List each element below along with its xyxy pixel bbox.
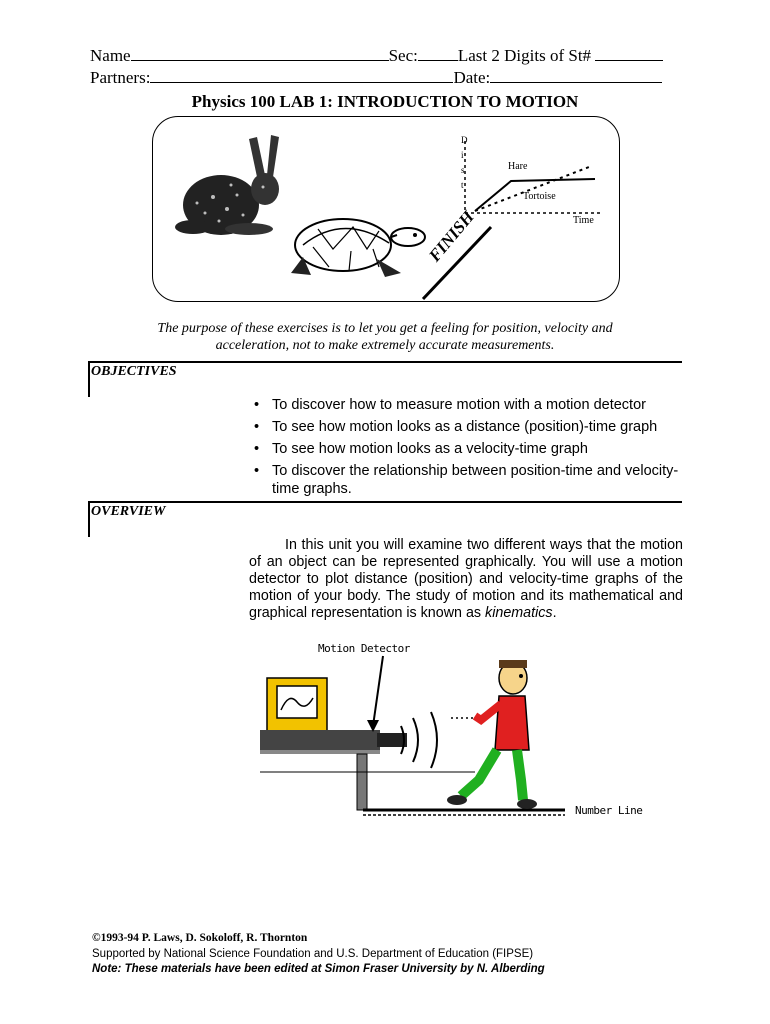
overview-divider (88, 501, 90, 537)
objectives-list (250, 396, 690, 502)
motion-detector-figure (255, 640, 675, 830)
overview-paragraph: In this unit you will examine two different ways that the motion of an object can be represented graphically. You will use a motion detector to plot distance (position) and velocity-time graphs of the motion of your body. The study of motion and its mathematical and graphical representation is known as kinematics. (249, 537, 683, 621)
edit-note: Note: These materials have been edited at Simon Fraser University by N. Alberding (92, 963, 545, 975)
date-field[interactable] (490, 68, 662, 83)
list-item: • To see how motion looks as a velocity-time graph (254, 441, 588, 457)
sec-label: Sec: (388, 46, 418, 65)
distance-time-graph (465, 141, 603, 213)
list-item: • To discover the relationship between position-time and velocity-time graphs. (254, 463, 679, 497)
digits-field[interactable] (595, 46, 663, 61)
partners-label: Partners: (90, 68, 151, 87)
funding-note: Supported by National Science Foundation and U.S. Department of Education (FIPSE) (92, 948, 534, 960)
hero-illustration (152, 116, 620, 302)
partners-row (90, 68, 662, 88)
detector-device (377, 733, 407, 747)
hare-image (175, 135, 279, 235)
walking-person-image (447, 660, 537, 809)
list-item: • To discover how to measure motion with a motion detector (254, 397, 646, 413)
hare-label: Hare (508, 161, 528, 172)
name-label: Name (90, 46, 131, 65)
objectives-heading: OBJECTIVES (91, 364, 177, 379)
name-row (90, 46, 663, 66)
list-item: • To see how motion looks as a distance (position)-time graph (254, 419, 658, 435)
date-label: Date: (453, 68, 491, 87)
overview-heading: OVERVIEW (91, 504, 166, 519)
digits-label: Last 2 Digits of St# (457, 46, 592, 65)
tortoise-image (291, 219, 425, 277)
graph-x-axis-label: Time (573, 215, 594, 226)
graph-y-axis-label: D i s t (461, 135, 468, 190)
purpose-line-2: acceleration, not to make extremely accurate measurements. (215, 338, 555, 353)
page-title: Physics 100 LAB 1: INTRODUCTION TO MOTION (191, 92, 579, 111)
purpose-line-1: The purpose of these exercises is to let you get a feeling for position, velocity and (157, 321, 613, 336)
finish-label: FINISH (425, 207, 478, 266)
purpose-statement (100, 320, 670, 354)
number-line-label: Number Line (575, 804, 643, 817)
tortoise-label: Tortoise (523, 191, 556, 202)
copyright: ©1993-94 P. Laws, D. Sokoloff, R. Thornton (92, 932, 308, 944)
name-field[interactable] (131, 46, 389, 61)
objectives-divider (88, 361, 90, 397)
sec-field[interactable] (418, 46, 458, 61)
objectives-rule (88, 361, 682, 363)
hare-tortoise-figure (153, 117, 619, 301)
overview-rule (88, 501, 682, 503)
partners-field[interactable] (150, 68, 453, 83)
motion-detector-label: Motion Detector (318, 642, 410, 655)
